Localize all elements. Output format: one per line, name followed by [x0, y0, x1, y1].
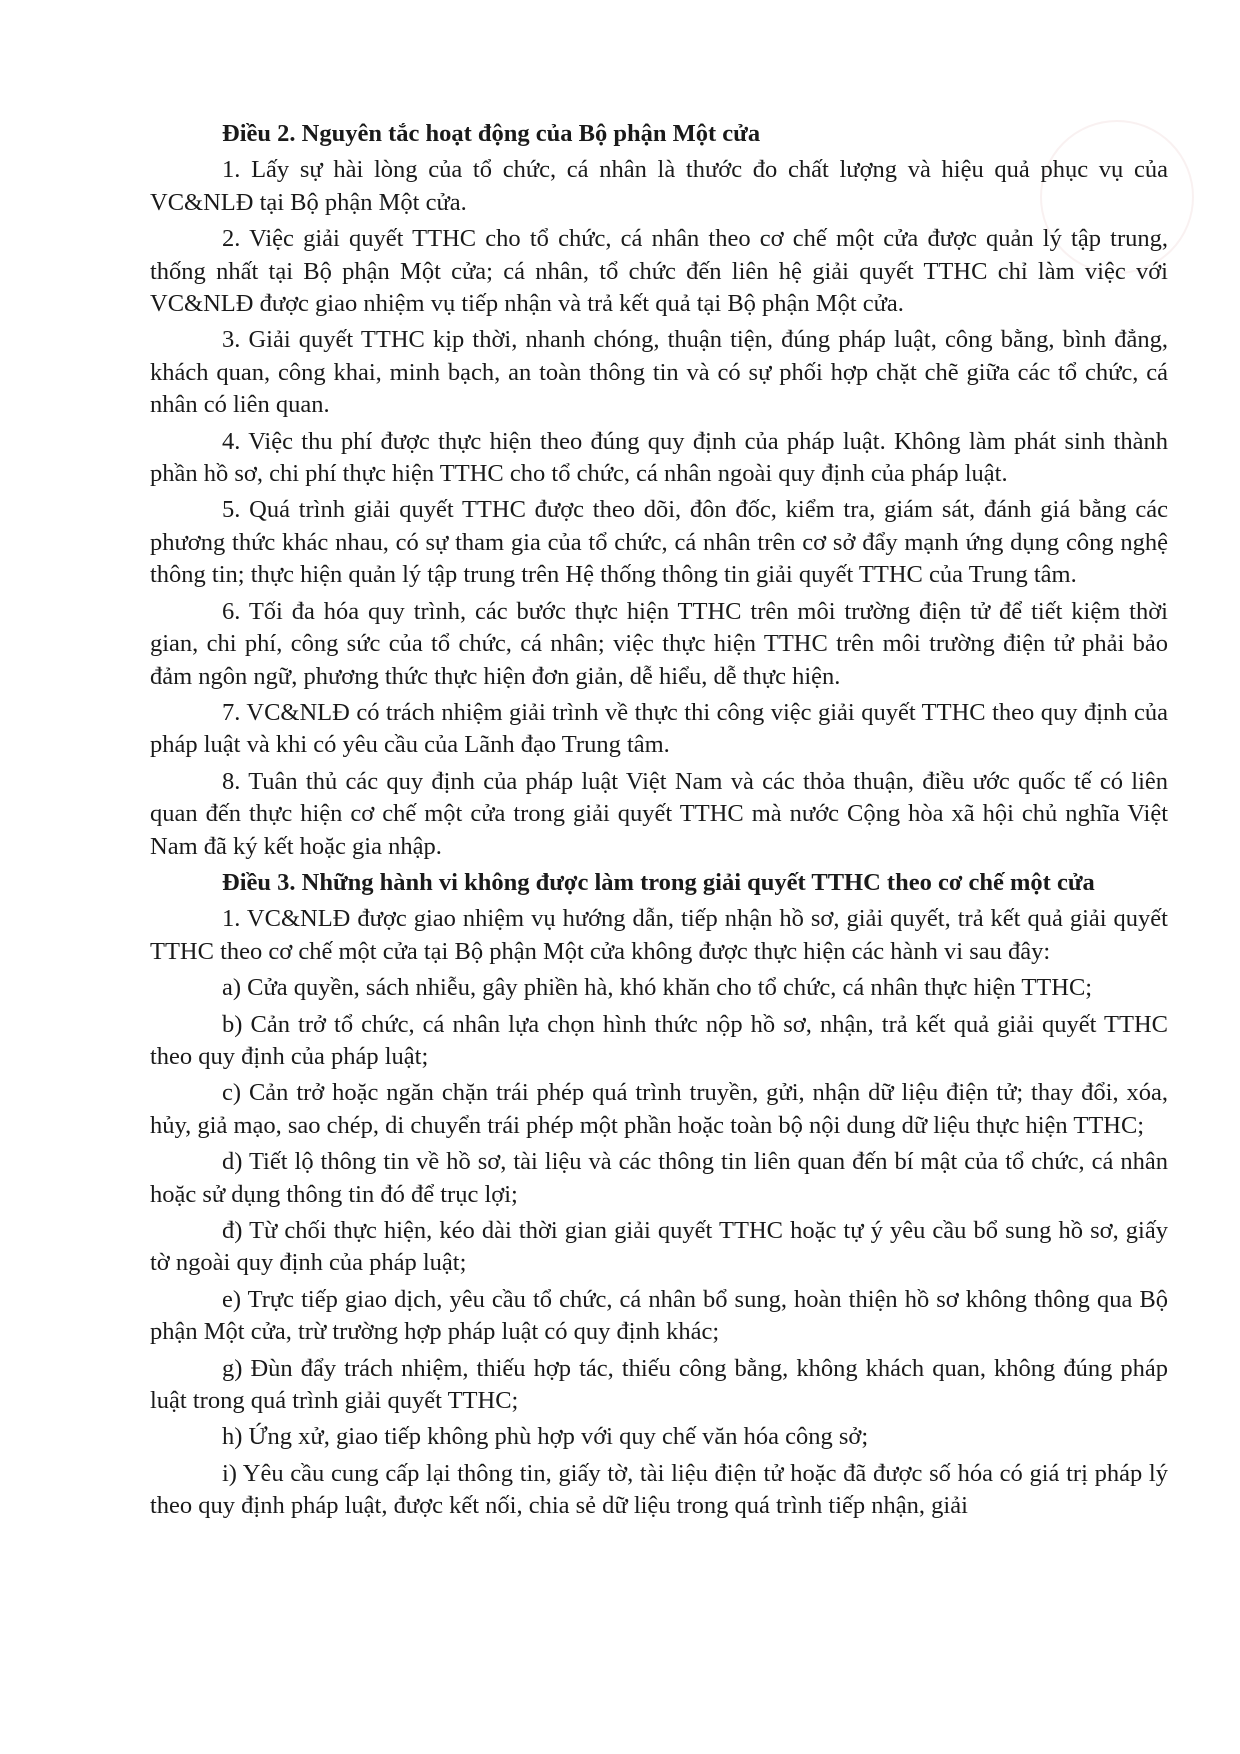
article-2-item-4: 4. Việc thu phí được thực hiện theo đúng quy định của pháp luật. Không làm phát sinh thành phần hồ sơ, chi phí thực hiện TTHC cho tổ chức, cá nhân ngoài quy định của pháp luật. [150, 427, 1168, 488]
article-3-item-e: e) Trực tiếp giao dịch, yêu cầu tổ chức, cá nhân bổ sung, hoàn thiện hồ sơ không thông qua Bộ phận Một cửa, trừ trường hợp pháp luật có quy định khác; [150, 1285, 1168, 1346]
article-3-item-g: g) Đùn đẩy trách nhiệm, thiếu hợp tác, thiếu công bằng, không khách quan, không đúng pháp luật trong quá trình giải quyết TTHC; [150, 1354, 1168, 1415]
article-3-heading: Điều 3. Những hành vi không được làm trong giải quyết TTHC theo cơ chế một cửa [222, 868, 1095, 896]
article-3-item-c: c) Cản trở hoặc ngăn chặn trái phép quá trình truyền, gửi, nhận dữ liệu điện tử; thay đổi, xóa, hủy, giả mạo, sao chép, di chuyển trái phép một phần hoặc toàn bộ nội dung dữ liệu thực hiện TTHC; [150, 1079, 1168, 1139]
document-page [150, 118, 1168, 1527]
article-2-item-6: 6. Tối đa hóa quy trình, các bước thực hiện TTHC trên môi trường điện tử để tiết kiệm thời gian, chi phí, công sức của tổ chức, cá nhân; việc thực hiện TTHC trên môi trường điện tử phải bảo đảm ngôn ngữ, phương thức thực hiện đơn giản, dễ hiểu, dễ thực hiện. [150, 597, 1168, 690]
article-2-item-8: 8. Tuân thủ các quy định của pháp luật Việt Nam và các thỏa thuận, điều ước quốc tế có liên quan đến thực hiện cơ chế một cửa trong giải quyết TTHC mà nước Cộng hòa xã hội chủ nghĩa Việt Nam đã ký kết hoặc gia nhập. [150, 767, 1168, 860]
article-3-item-b: b) Cản trở tổ chức, cá nhân lựa chọn hình thức nộp hồ sơ, nhận, trả kết quả giải quyết TTHC theo quy định của pháp luật; [150, 1010, 1168, 1070]
article-2-item-2: 2. Việc giải quyết TTHC cho tổ chức, cá nhân theo cơ chế một cửa được quản lý tập trung, thống nhất tại Bộ phận Một cửa; cá nhân, tổ chức đến liên hệ giải quyết TTHC chỉ làm việc với VC&NLĐ được giao nhiệm vụ tiếp nhận và trả kết quả tại Bộ phận Một cửa. [150, 225, 1168, 318]
article-3-item-i: i) Yêu cầu cung cấp lại thông tin, giấy tờ, tài liệu điện tử hoặc đã được số hóa có giá trị pháp lý theo quy định pháp luật, được kết nối, chia sẻ dữ liệu trong quá trình tiếp nhận, giải [150, 1459, 1168, 1520]
article-3-item-d: d) Tiết lộ thông tin về hồ sơ, tài liệu và các thông tin liên quan đến bí mật của tổ chức, cá nhân hoặc sử dụng thông tin đó để trục lợi; [150, 1148, 1168, 1208]
article-2-item-5: 5. Quá trình giải quyết TTHC được theo dõi, đôn đốc, kiểm tra, giám sát, đánh giá bằng các phương thức khác nhau, có sự tham gia của tổ chức, cá nhân trên cơ sở đẩy mạnh ứng dụng công nghệ thông tin; thực hiện quản lý tập trung trên Hệ thống thông tin giải quyết TTHC của Trung tâm. [150, 496, 1168, 589]
article-3-item-h: h) Ứng xử, giao tiếp không phù hợp với quy chế văn hóa công sở; [222, 1423, 869, 1451]
article-3-item-1: 1. VC&NLĐ được giao nhiệm vụ hướng dẫn, tiếp nhận hồ sơ, giải quyết, trả kết quả giải quyết TTHC theo cơ chế một cửa tại Bộ phận Một cửa không được thực hiện các hành vi sau đây: [150, 905, 1168, 965]
article-3-item-a: a) Cửa quyền, sách nhiễu, gây phiền hà, khó khăn cho tổ chức, cá nhân thực hiện TTHC; [222, 974, 1093, 1002]
article-2-item-7: 7. VC&NLĐ có trách nhiệm giải trình về thực thi công việc giải quyết TTHC theo quy định của pháp luật và khi có yêu cầu của Lãnh đạo Trung tâm. [150, 698, 1168, 759]
article-3-item-dd: đ) Từ chối thực hiện, kéo dài thời gian giải quyết TTHC hoặc tự ý yêu cầu bổ sung hồ sơ, giấy tờ ngoài quy định của pháp luật; [150, 1217, 1168, 1277]
article-2-heading: Điều 2. Nguyên tắc hoạt động của Bộ phận Một cửa [222, 120, 761, 147]
article-2-item-1: 1. Lấy sự hài lòng của tổ chức, cá nhân là thước đo chất lượng và hiệu quả phục vụ của VC&NLĐ tại Bộ phận Một cửa. [150, 156, 1168, 216]
article-2-item-3: 3. Giải quyết TTHC kịp thời, nhanh chóng, thuận tiện, đúng pháp luật, công bằng, bình đẳng, khách quan, công khai, minh bạch, an toàn thông tin và có sự phối hợp chặt chẽ giữa các tổ chức, cá nhân có liên quan. [150, 326, 1168, 419]
